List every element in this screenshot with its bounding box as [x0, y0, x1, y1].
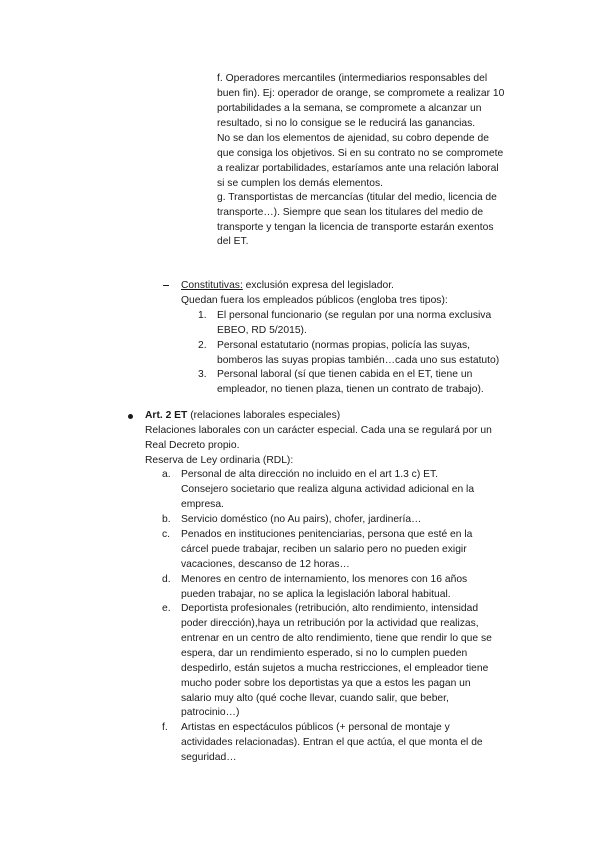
text-line: Quedan fuera los empleados públicos (engloba tres tipos):	[181, 295, 448, 306]
list-item-line: Menores en centro de internamiento, los menores con 16 años	[181, 574, 468, 585]
list-item-line: Personal laboral (sí que tienen cabida en el ET, tiene un	[217, 369, 473, 380]
list-item-line: Artistas en espectáculos públicos (+ personal de montaje y	[181, 722, 450, 733]
list-item-line: vacaciones, descanso de 12 horas…	[181, 559, 350, 570]
text-line: g. Transportistas de mercancías (titular del medio, licencia de	[217, 192, 497, 203]
text-line: portabilidades a la semana, se compromete a alcanzar un	[217, 103, 482, 114]
text-line: Real Decreto propio.	[145, 440, 240, 451]
text-line: que consiga los objetivos. Si en su contrato no se compromete	[217, 148, 504, 159]
constitutivas-rest: exclusión expresa del legislador.	[242, 280, 394, 291]
list-item-line: EBEO, RD 5/2015).	[217, 325, 307, 336]
constitutivas-heading	[181, 278, 394, 293]
text-line: f. Operadores mercantiles (intermediarios responsables del	[217, 73, 488, 84]
text-line: transporte…). Siempre que sean los titulares del medio de	[217, 207, 484, 218]
list-item-line: Deportista profesionales (retribución, alto rendimiento, intensidad	[181, 603, 479, 614]
art2-title-rest: (relaciones laborales especiales)	[187, 410, 341, 421]
text-line: transporte y tengan la licencia de transporte estarán exentos	[217, 222, 494, 233]
list-number: 3.	[198, 369, 207, 380]
constitutivas-label: Constitutivas:	[181, 280, 243, 291]
list-item-line: Personal de alta dirección no incluido en el art 1.3 c) ET.	[181, 469, 438, 480]
bullet-icon	[128, 414, 133, 419]
list-item-line: empresa.	[181, 499, 224, 510]
list-item-line: empleador, no tienen plaza, tienen un contrato de trabajo).	[217, 384, 484, 395]
text-line: a realizar portabilidades, estaríamos ante una relación laboral	[217, 163, 499, 174]
list-letter: d.	[162, 574, 171, 585]
list-item-line: Personal estatutario (normas propias, policía las suyas,	[217, 340, 470, 351]
list-letter: b.	[162, 514, 171, 525]
list-number: 2.	[198, 340, 207, 351]
text-line: del ET.	[217, 236, 249, 247]
list-item-line: Consejero societario que realiza alguna actividad adicional en la	[181, 484, 475, 495]
text-line: Reserva de Ley ordinaria (RDL):	[145, 455, 294, 466]
list-letter: c.	[162, 529, 171, 540]
list-item-line: entrenar en un centro de alto rendimiento, tiene que rendir lo que se	[181, 633, 492, 644]
list-item-line: El personal funcionario (se regulan por una norma exclusiva	[217, 310, 492, 321]
dash-bullet-icon	[163, 285, 169, 286]
list-item-line: patrocinio…)	[181, 707, 240, 718]
list-item-line: actividades relacionadas). Entran el que actúa, el que monta el de	[181, 737, 483, 748]
text-line: buen fin). Ej: operador de orange, se compromete a realizar 10	[217, 88, 505, 99]
text-line: No se dan los elementos de ajenidad, su cobro depende de	[217, 133, 489, 144]
list-item-line: cárcel puede trabajar, reciben un salario pero no pueden exigir	[181, 544, 467, 555]
list-item-line: espera, dar un rendimiento esperado, si no lo cumplen pueden	[181, 648, 468, 659]
text-line: resultado, si no lo consigue se le reducirá las ganancias.	[217, 118, 476, 129]
list-item-line: Penados en instituciones penitenciarias, persona que esté en la	[181, 529, 473, 540]
list-item-line: despedirlo, están sujetos a mucha restricciones, el empleador tiene	[181, 663, 489, 674]
list-letter: a.	[162, 469, 171, 480]
list-item-line: mucho poder sobre los deportistas ya que a estos les pagan un	[181, 678, 471, 689]
list-letter: f.	[162, 722, 168, 733]
list-item-line: salario muy alto (qué coche llevar, cuando salir, que beber,	[181, 693, 449, 704]
text-line: Relaciones laborales con un carácter especial. Cada una se regulará por un	[145, 425, 492, 436]
art2-title: Art. 2 ET	[145, 410, 188, 421]
list-item-line: poder dirección),haya un retribución por la actividad que realizas,	[181, 618, 479, 629]
list-number: 1.	[198, 310, 207, 321]
list-item-line: Servicio doméstico (no Au pairs), chofer, jardinería…	[181, 514, 422, 525]
list-item-line: bomberos las suyas propias también…cada uno sus estatuto)	[217, 355, 500, 366]
list-letter: e.	[162, 603, 171, 614]
art2-heading	[145, 408, 340, 423]
text-line: si se cumplen los demás elementos.	[217, 178, 383, 189]
list-item-line: seguridad…	[181, 752, 237, 763]
list-item-line: pueden trabajar, no se aplica la legislación laboral habitual.	[181, 589, 451, 600]
